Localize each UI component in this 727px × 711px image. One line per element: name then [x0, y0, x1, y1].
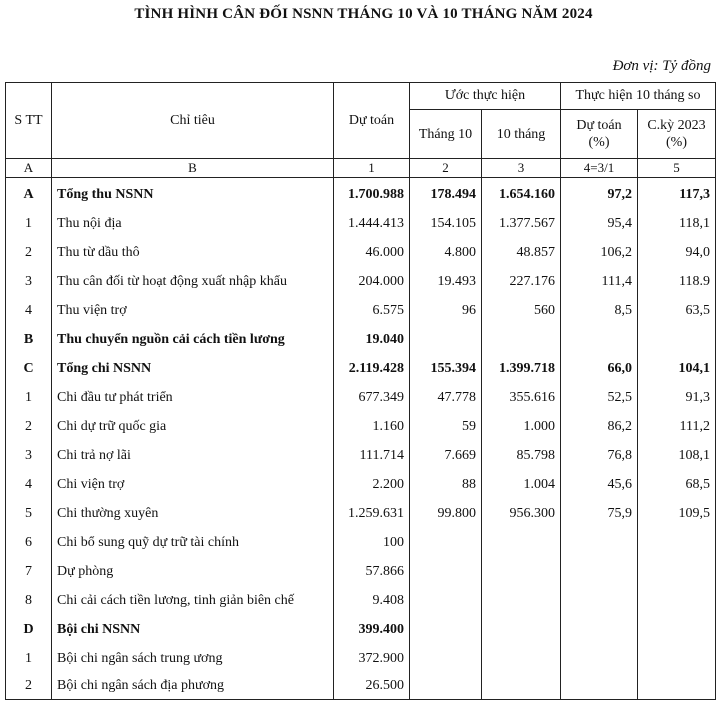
thang-10-cell: [410, 528, 482, 557]
chi-tieu-cell: Thu cân đối từ hoạt động xuất nhập khẩu: [52, 267, 334, 296]
du-toan-pct-cell: [561, 557, 638, 586]
chi-tieu-cell: Thu chuyển nguồn cải cách tiền lương: [52, 325, 334, 354]
header-uoc-thuc-hien: Ước thực hiện: [410, 83, 561, 110]
index-cell: 4=3/1: [561, 159, 638, 178]
du-toan-pct-cell: [561, 615, 638, 644]
chi-tieu-cell: Thu viện trợ: [52, 296, 334, 325]
10-thang-cell: 1.377.567: [482, 209, 561, 238]
thang-10-cell: [410, 586, 482, 615]
10-thang-cell: 1.399.718: [482, 354, 561, 383]
stt-cell: B: [6, 325, 52, 354]
thang-10-cell: 178.494: [410, 178, 482, 210]
table-row: [6, 178, 716, 210]
page-title: TÌNH HÌNH CÂN ĐỐI NSNN THÁNG 10 VÀ 10 THÁNG NĂM 2024: [134, 6, 593, 22]
du-toan-pct-cell: 52,5: [561, 383, 638, 412]
du-toan-cell: 100: [334, 528, 410, 557]
10-thang-cell: 85.798: [482, 441, 561, 470]
table-row: [6, 528, 716, 557]
stt-cell: 1: [6, 644, 52, 673]
10-thang-cell: 1.654.160: [482, 178, 561, 210]
stt-cell: 3: [6, 441, 52, 470]
stt-cell: C: [6, 354, 52, 383]
cky-2023-pct-cell: 109,5: [638, 499, 716, 528]
thang-10-cell: 19.493: [410, 267, 482, 296]
du-toan-pct-cell: 76,8: [561, 441, 638, 470]
thang-10-cell: 154.105: [410, 209, 482, 238]
chi-tieu-cell: Chi trả nợ lãi: [52, 441, 334, 470]
stt-cell: 4: [6, 470, 52, 499]
cky-2023-pct-cell: [638, 528, 716, 557]
thang-10-cell: 4.800: [410, 238, 482, 267]
chi-tieu-cell: Bội chi NSNN: [52, 615, 334, 644]
10-thang-cell: [482, 673, 561, 700]
cky-2023-pct-cell: 91,3: [638, 383, 716, 412]
chi-tieu-cell: Chi viện trợ: [52, 470, 334, 499]
stt-cell: 5: [6, 499, 52, 528]
header-10-thang: 10 tháng: [482, 110, 561, 159]
table-row: [6, 354, 716, 383]
du-toan-pct-cell: 97,2: [561, 178, 638, 210]
10-thang-cell: 560: [482, 296, 561, 325]
header-thuc-hien-10-thang-so: Thực hiện 10 tháng so: [561, 83, 716, 110]
index-cell: B: [52, 159, 334, 178]
table-row: [6, 470, 716, 499]
10-thang-cell: 1.000: [482, 412, 561, 441]
chi-tieu-cell: Chi dự trữ quốc gia: [52, 412, 334, 441]
du-toan-pct-cell: [561, 528, 638, 557]
10-thang-cell: 355.616: [482, 383, 561, 412]
du-toan-cell: 2.200: [334, 470, 410, 499]
table-row: [6, 441, 716, 470]
stt-cell: 6: [6, 528, 52, 557]
unit-label: Đơn vị: Tỷ đồng: [612, 58, 711, 74]
cky-2023-pct-cell: 108,1: [638, 441, 716, 470]
du-toan-cell: 46.000: [334, 238, 410, 267]
table-row: [6, 557, 716, 586]
header-thang-10: Tháng 10: [410, 110, 482, 159]
index-cell: 5: [638, 159, 716, 178]
index-cell: A: [6, 159, 52, 178]
index-cell: 2: [410, 159, 482, 178]
du-toan-cell: 1.444.413: [334, 209, 410, 238]
cky-2023-pct-cell: 94,0: [638, 238, 716, 267]
chi-tieu-cell: Tổng chi NSNN: [52, 354, 334, 383]
du-toan-pct-cell: 75,9: [561, 499, 638, 528]
thang-10-cell: [410, 615, 482, 644]
du-toan-pct-cell: [561, 325, 638, 354]
thang-10-cell: 88: [410, 470, 482, 499]
du-toan-pct-cell: 95,4: [561, 209, 638, 238]
du-toan-pct-cell: [561, 644, 638, 673]
du-toan-pct-cell: [561, 673, 638, 700]
budget-table: [5, 82, 716, 700]
cky-2023-pct-cell: 118.9: [638, 267, 716, 296]
chi-tieu-cell: Chi thường xuyên: [52, 499, 334, 528]
chi-tieu-cell: Bội chi ngân sách trung ương: [52, 644, 334, 673]
chi-tieu-cell: Chi đầu tư phát triển: [52, 383, 334, 412]
du-toan-cell: 57.866: [334, 557, 410, 586]
index-row: [6, 159, 716, 178]
du-toan-cell: 372.900: [334, 644, 410, 673]
cky-2023-pct-cell: [638, 325, 716, 354]
du-toan-pct-cell: 86,2: [561, 412, 638, 441]
10-thang-cell: [482, 325, 561, 354]
cky-2023-pct-cell: 117,3: [638, 178, 716, 210]
cky-2023-pct-cell: [638, 644, 716, 673]
stt-cell: 1: [6, 383, 52, 412]
10-thang-cell: [482, 615, 561, 644]
thang-10-cell: [410, 557, 482, 586]
stt-cell: A: [6, 178, 52, 210]
header-du-toan: Dự toán: [334, 83, 410, 159]
du-toan-cell: 2.119.428: [334, 354, 410, 383]
stt-cell: 2: [6, 238, 52, 267]
cky-2023-pct-cell: [638, 615, 716, 644]
thang-10-cell: 7.669: [410, 441, 482, 470]
header-cky-2023-pct: C.kỳ 2023 (%): [638, 110, 716, 159]
stt-cell: 7: [6, 557, 52, 586]
10-thang-cell: [482, 557, 561, 586]
10-thang-cell: [482, 586, 561, 615]
stt-cell: 2: [6, 673, 52, 700]
du-toan-pct-cell: 106,2: [561, 238, 638, 267]
cky-2023-pct-cell: 104,1: [638, 354, 716, 383]
table-row: [6, 296, 716, 325]
cky-2023-pct-cell: 68,5: [638, 470, 716, 499]
10-thang-cell: 1.004: [482, 470, 561, 499]
chi-tieu-cell: Thu nội địa: [52, 209, 334, 238]
du-toan-pct-cell: [561, 586, 638, 615]
10-thang-cell: [482, 528, 561, 557]
du-toan-pct-cell: 8,5: [561, 296, 638, 325]
header-chi-tieu: Chỉ tiêu: [52, 83, 334, 159]
table-row: [6, 412, 716, 441]
table-row: [6, 644, 716, 673]
cky-2023-pct-cell: [638, 557, 716, 586]
thang-10-cell: [410, 325, 482, 354]
cky-2023-pct-cell: 111,2: [638, 412, 716, 441]
table-row: [6, 499, 716, 528]
table-row: [6, 586, 716, 615]
table-row: [6, 238, 716, 267]
thang-10-cell: 47.778: [410, 383, 482, 412]
chi-tieu-cell: Thu từ dầu thô: [52, 238, 334, 267]
chi-tieu-cell: Tổng thu NSNN: [52, 178, 334, 210]
chi-tieu-cell: Chi cải cách tiền lương, tinh giản biên chế: [52, 586, 334, 615]
cky-2023-pct-cell: 118,1: [638, 209, 716, 238]
du-toan-cell: 6.575: [334, 296, 410, 325]
table-row: [6, 615, 716, 644]
du-toan-pct-cell: 66,0: [561, 354, 638, 383]
thang-10-cell: [410, 644, 482, 673]
cky-2023-pct-cell: [638, 673, 716, 700]
du-toan-cell: 677.349: [334, 383, 410, 412]
thang-10-cell: 99.800: [410, 499, 482, 528]
chi-tieu-cell: Chi bổ sung quỹ dự trữ tài chính: [52, 528, 334, 557]
chi-tieu-cell: Dự phòng: [52, 557, 334, 586]
table-row: [6, 325, 716, 354]
du-toan-cell: 9.408: [334, 586, 410, 615]
stt-cell: 3: [6, 267, 52, 296]
thang-10-cell: 155.394: [410, 354, 482, 383]
du-toan-cell: 1.259.631: [334, 499, 410, 528]
du-toan-cell: 19.040: [334, 325, 410, 354]
thang-10-cell: [410, 673, 482, 700]
cky-2023-pct-cell: 63,5: [638, 296, 716, 325]
thang-10-cell: 96: [410, 296, 482, 325]
10-thang-cell: [482, 644, 561, 673]
table-row: [6, 267, 716, 296]
table-row: [6, 673, 716, 700]
table-row: [6, 383, 716, 412]
index-cell: 3: [482, 159, 561, 178]
cky-2023-pct-cell: [638, 586, 716, 615]
index-cell: 1: [334, 159, 410, 178]
stt-cell: 1: [6, 209, 52, 238]
chi-tieu-cell: Bội chi ngân sách địa phương: [52, 673, 334, 700]
table-body: [6, 178, 716, 700]
table-row: [6, 209, 716, 238]
du-toan-cell: 111.714: [334, 441, 410, 470]
du-toan-cell: 204.000: [334, 267, 410, 296]
10-thang-cell: 227.176: [482, 267, 561, 296]
stt-cell: D: [6, 615, 52, 644]
du-toan-cell: 1.160: [334, 412, 410, 441]
stt-cell: 8: [6, 586, 52, 615]
du-toan-cell: 399.400: [334, 615, 410, 644]
header-stt: S TT: [6, 83, 52, 159]
du-toan-cell: 1.700.988: [334, 178, 410, 210]
10-thang-cell: 956.300: [482, 499, 561, 528]
du-toan-pct-cell: 111,4: [561, 267, 638, 296]
thang-10-cell: 59: [410, 412, 482, 441]
header-du-toan-pct: Dự toán (%): [561, 110, 638, 159]
10-thang-cell: 48.857: [482, 238, 561, 267]
stt-cell: 4: [6, 296, 52, 325]
du-toan-cell: 26.500: [334, 673, 410, 700]
du-toan-pct-cell: 45,6: [561, 470, 638, 499]
stt-cell: 2: [6, 412, 52, 441]
